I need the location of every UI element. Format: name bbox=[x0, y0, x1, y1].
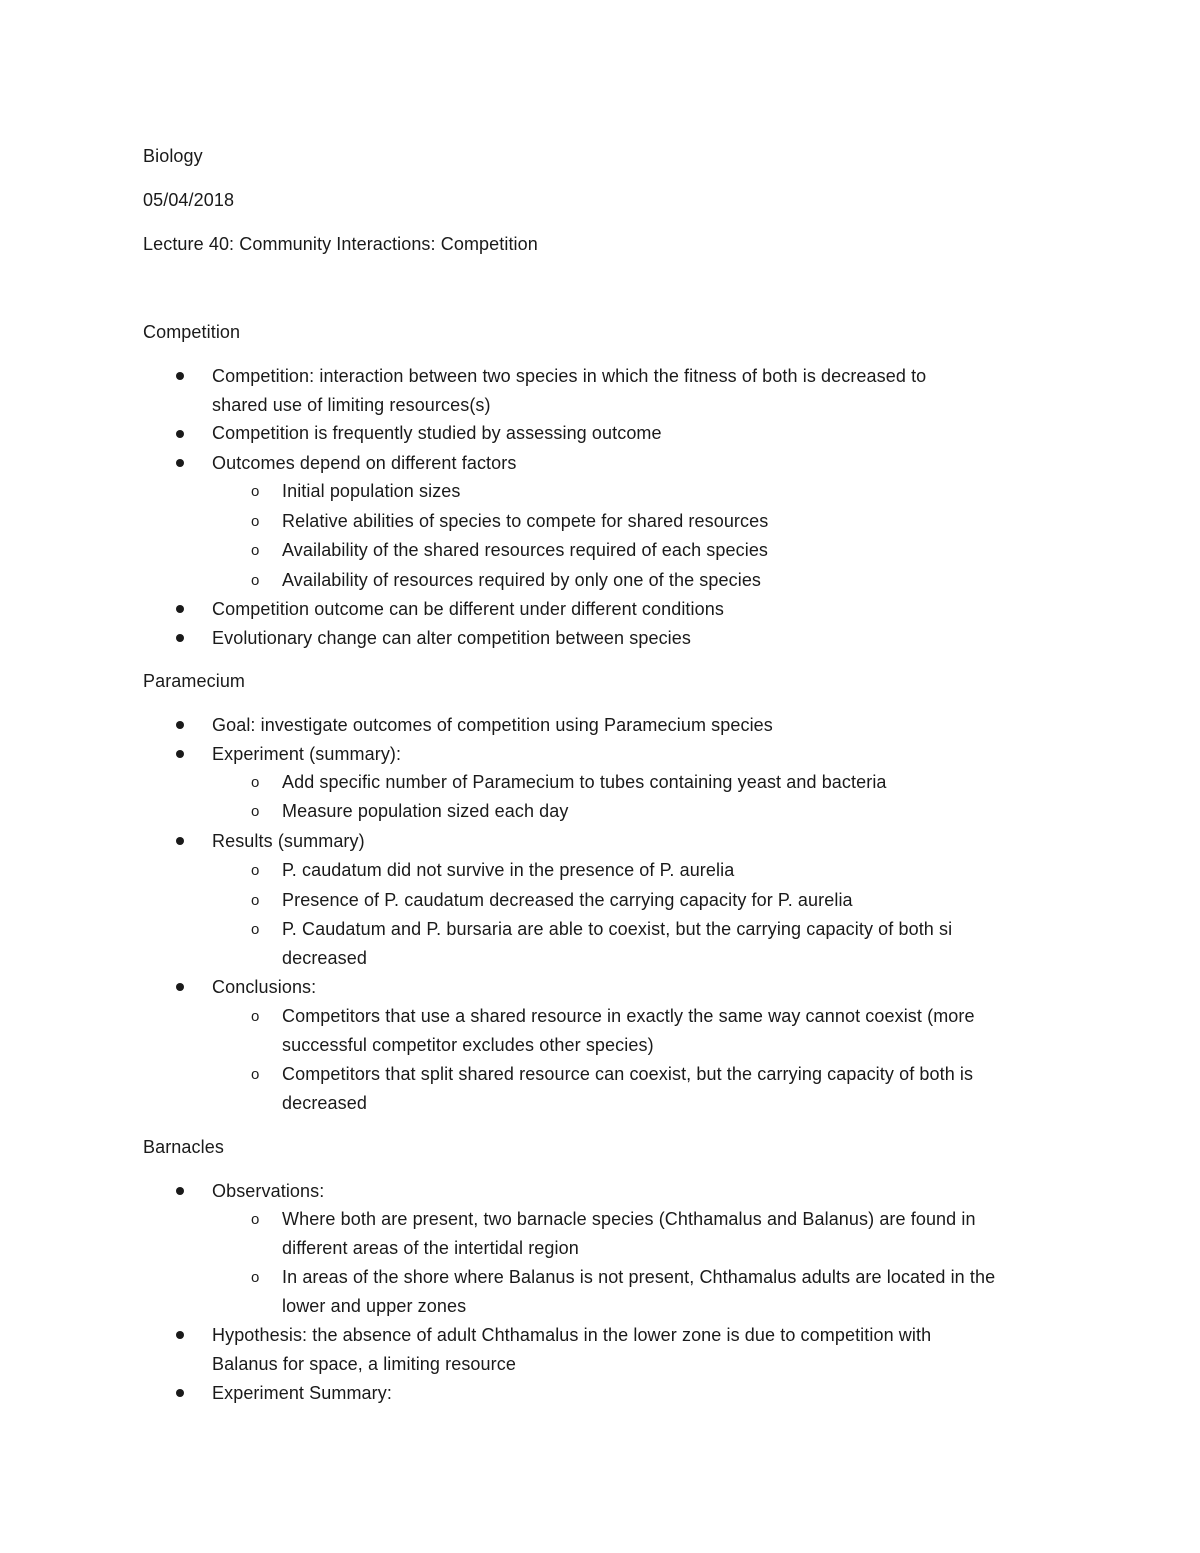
sub-list-item: Presence of P. caudatum decreased the carrying capacity for P. aurelia bbox=[282, 890, 853, 910]
list-item: Observations: bbox=[212, 1181, 325, 1201]
sub-list-item: Add specific number of Paramecium to tubes containing yeast and bacteria bbox=[282, 772, 887, 792]
sub-list-item: Competitors that split shared resource can coexist, but the carrying capacity of both is bbox=[282, 1064, 974, 1084]
bullet-icon bbox=[176, 430, 184, 438]
list-item: Hypothesis: the absence of adult Chthamalus in the lower zone is due to competition with bbox=[212, 1325, 932, 1345]
sub-bullet-icon: o bbox=[251, 862, 260, 879]
sub-bullet-icon: o bbox=[251, 921, 260, 938]
bullet-icon bbox=[176, 605, 184, 613]
bullet-icon bbox=[176, 1331, 184, 1339]
list-item: Experiment (summary): bbox=[212, 744, 402, 764]
list-item-continuation: Balanus for space, a limiting resource bbox=[212, 1354, 516, 1374]
sub-bullet-icon: o bbox=[251, 774, 260, 791]
sub-bullet-icon: o bbox=[251, 1211, 260, 1228]
bullet-icon bbox=[176, 372, 184, 380]
sub-bullet-icon: o bbox=[251, 803, 260, 820]
bullet-icon bbox=[176, 634, 184, 642]
list-item: Outcomes depend on different factors bbox=[212, 453, 517, 473]
section-heading-paramecium: Paramecium bbox=[143, 671, 246, 691]
sub-list-item: P. caudatum did not survive in the presence of P. aurelia bbox=[282, 860, 735, 880]
list-item: Evolutionary change can alter competition between species bbox=[212, 628, 691, 648]
sub-list-item: P. Caudatum and P. bursaria are able to coexist, but the carrying capacity of both si bbox=[282, 919, 953, 939]
sub-list-item: In areas of the shore where Balanus is not present, Chthamalus adults are located in the bbox=[282, 1267, 996, 1287]
sub-list-item: Measure population sized each day bbox=[282, 801, 569, 821]
bullet-icon bbox=[176, 721, 184, 729]
list-item: Competition outcome can be different under different conditions bbox=[212, 599, 724, 619]
sub-bullet-icon: o bbox=[251, 892, 260, 909]
sub-bullet-icon: o bbox=[251, 542, 260, 559]
sub-bullet-icon: o bbox=[251, 1269, 260, 1286]
sub-list-item: Where both are present, two barnacle species (Chthamalus and Balanus) are found in bbox=[282, 1209, 976, 1229]
bullet-icon bbox=[176, 837, 184, 845]
sub-bullet-icon: o bbox=[251, 572, 260, 589]
sub-list-item-continuation: decreased bbox=[282, 1093, 367, 1113]
section-heading-competition: Competition bbox=[143, 322, 241, 342]
list-item: Competition is frequently studied by assessing outcome bbox=[212, 423, 662, 443]
list-item: Results (summary) bbox=[212, 831, 365, 851]
sub-list-item: Initial population sizes bbox=[282, 481, 461, 501]
list-item: Competition: interaction between two species in which the fitness of both is decreased to bbox=[212, 366, 927, 386]
sub-bullet-icon: o bbox=[251, 1066, 260, 1083]
sub-list-item: Availability of the shared resources required of each species bbox=[282, 540, 769, 560]
section-heading-barnacles: Barnacles bbox=[143, 1137, 224, 1157]
sub-list-item: Availability of resources required by only one of the species bbox=[282, 570, 762, 590]
sub-list-item-continuation: lower and upper zones bbox=[282, 1296, 467, 1316]
bullet-icon bbox=[176, 1187, 184, 1195]
sub-list-item-continuation: successful competitor excludes other species) bbox=[282, 1035, 654, 1055]
sub-bullet-icon: o bbox=[251, 1008, 260, 1025]
sub-list-item: Competitors that use a shared resource in exactly the same way cannot coexist (more bbox=[282, 1006, 975, 1026]
sub-list-item-continuation: different areas of the intertidal region bbox=[282, 1238, 579, 1258]
bullet-icon bbox=[176, 459, 184, 467]
sub-bullet-icon: o bbox=[251, 483, 260, 500]
list-item: Conclusions: bbox=[212, 977, 317, 997]
list-item: Goal: investigate outcomes of competition using Paramecium species bbox=[212, 715, 773, 735]
list-item-continuation: shared use of limiting resources(s) bbox=[212, 395, 491, 415]
bullet-icon bbox=[176, 983, 184, 991]
sub-bullet-icon: o bbox=[251, 513, 260, 530]
date-line: 05/04/2018 bbox=[143, 190, 235, 210]
bullet-icon bbox=[176, 1389, 184, 1397]
list-item: Experiment Summary: bbox=[212, 1383, 392, 1403]
sub-list-item-continuation: decreased bbox=[282, 948, 367, 968]
sub-list-item: Relative abilities of species to compete for shared resources bbox=[282, 511, 769, 531]
bullet-icon bbox=[176, 750, 184, 758]
subject-line: Biology bbox=[143, 146, 203, 166]
lecture-title: Lecture 40: Community Interactions: Competition bbox=[143, 234, 538, 254]
